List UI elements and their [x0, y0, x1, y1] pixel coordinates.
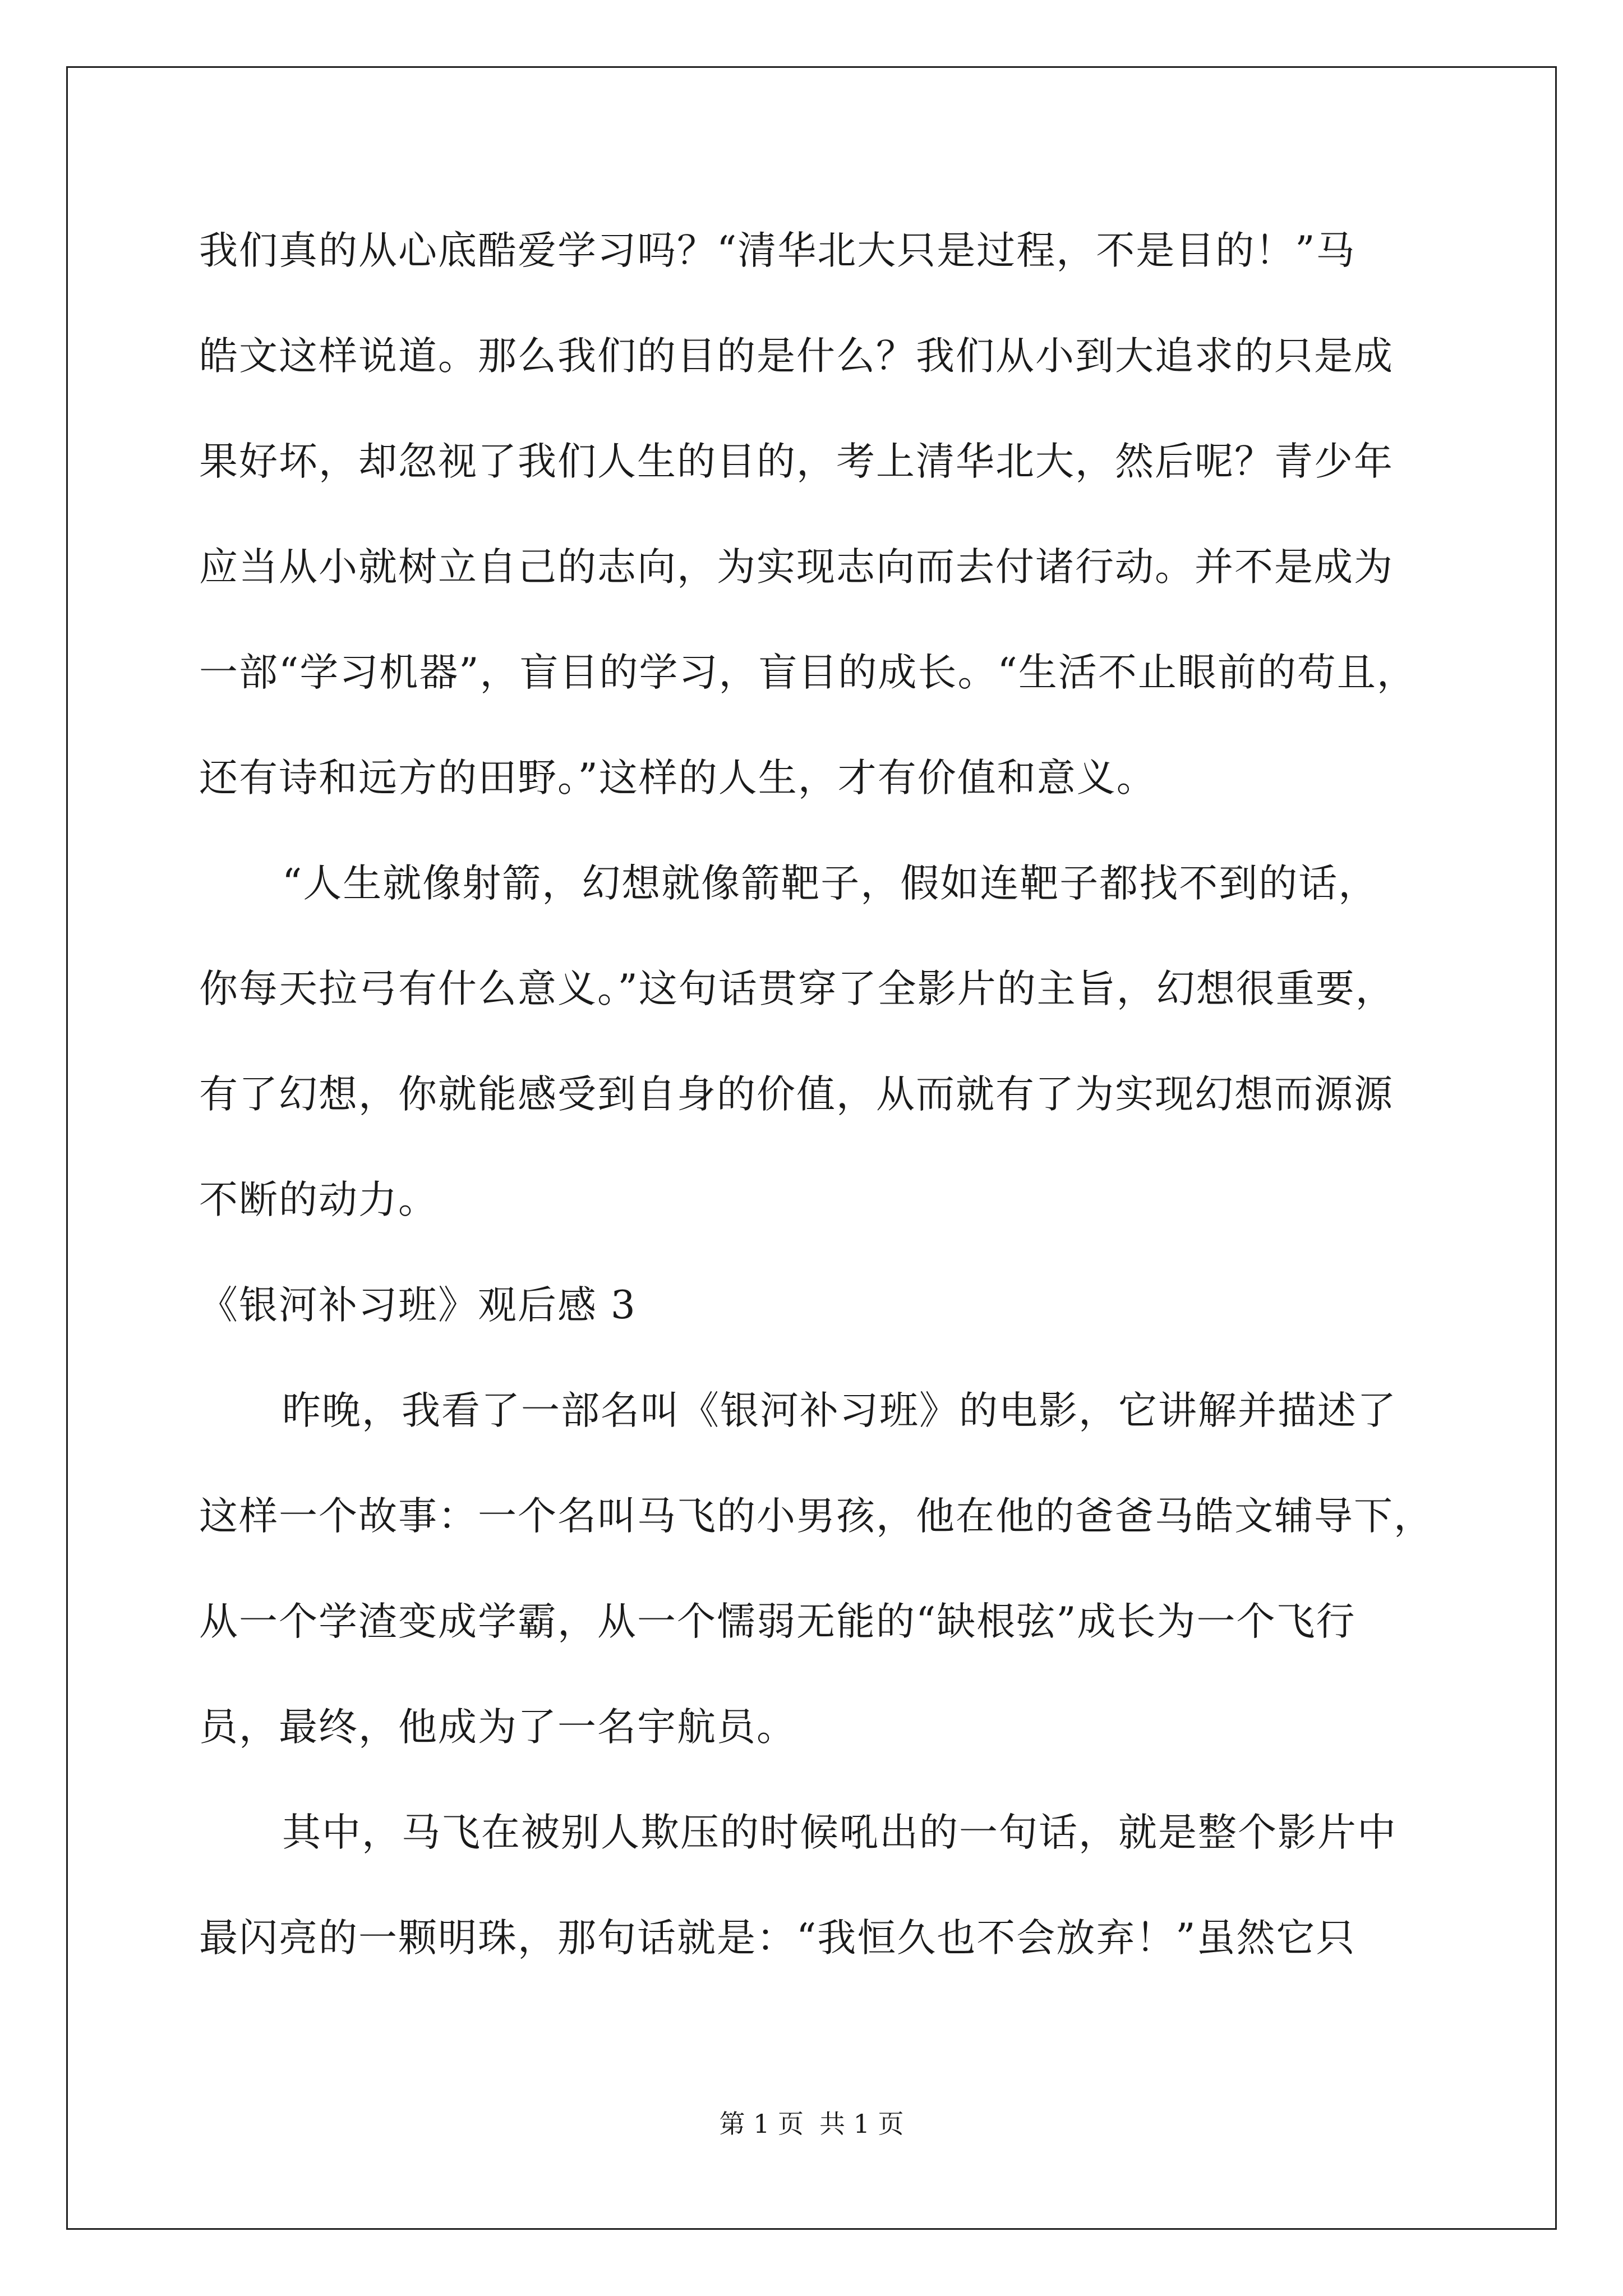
section-heading: 《银河补习班》观后感 3 — [199, 1283, 637, 1328]
text-line: 不断的动力。 — [199, 1177, 438, 1222]
text-line: 果好坏，却忽视了我们人生的目的，考上清华北大，然后呢？青少年 — [199, 439, 1394, 484]
text-line: 从一个学渣变成学霸，从一个懦弱无能的“缺根弦”成长为一个飞行 — [199, 1599, 1356, 1644]
text-line: 其中，马飞在被别人欺压的时候吼出的一句话，就是整个影片中 — [282, 1810, 1397, 1855]
page-footer — [0, 2107, 1623, 2141]
text-line: 应当从小就树立自己的志向，为实现志向而去付诸行动。并不是成为 — [199, 545, 1394, 590]
text-line: 有了幻想，你就能感受到自身的价值，从而就有了为实现幻想而源源 — [199, 1072, 1394, 1117]
text-line: 还有诗和远方的田野。”这样的人生，才有价值和意义。 — [199, 756, 1156, 800]
text-line: 昨晚，我看了一部名叫《银河补习班》的电影，它讲解并描述了 — [282, 1388, 1397, 1433]
text-line: 皓文这样说道。那么我们的目的是什么？我们从小到大追求的只是成 — [199, 334, 1394, 379]
text-line: “人生就像射箭，幻想就像箭靶子，假如连靶子都找不到的话， — [282, 861, 1378, 906]
text-line: 最闪亮的一颗明珠，那句话就是：“我恒久也不会放弃！”虽然它只 — [199, 1916, 1356, 1961]
text-line: 我们真的从心底酷爱学习吗？“清华北大只是过程，不是目的！”马 — [199, 228, 1356, 273]
text-line: 你每天拉弓有什么意义。”这句话贯穿了全影片的主旨，幻想很重要， — [199, 967, 1395, 1011]
text-line: 这样一个故事：一个名叫马飞的小男孩，他在他的爸爸马皓文辅导下， — [199, 1494, 1433, 1539]
text-line: 一部“学习机器”，盲目的学习，盲目的成长。“生活不止眼前的苟且， — [199, 650, 1417, 695]
page-total: 共 1 页 — [819, 2109, 904, 2139]
text-line: 员，最终，他成为了一名宇航员。 — [199, 1705, 796, 1750]
page-number: 第 1 页 — [719, 2109, 804, 2139]
document-body — [199, 212, 1450, 2005]
